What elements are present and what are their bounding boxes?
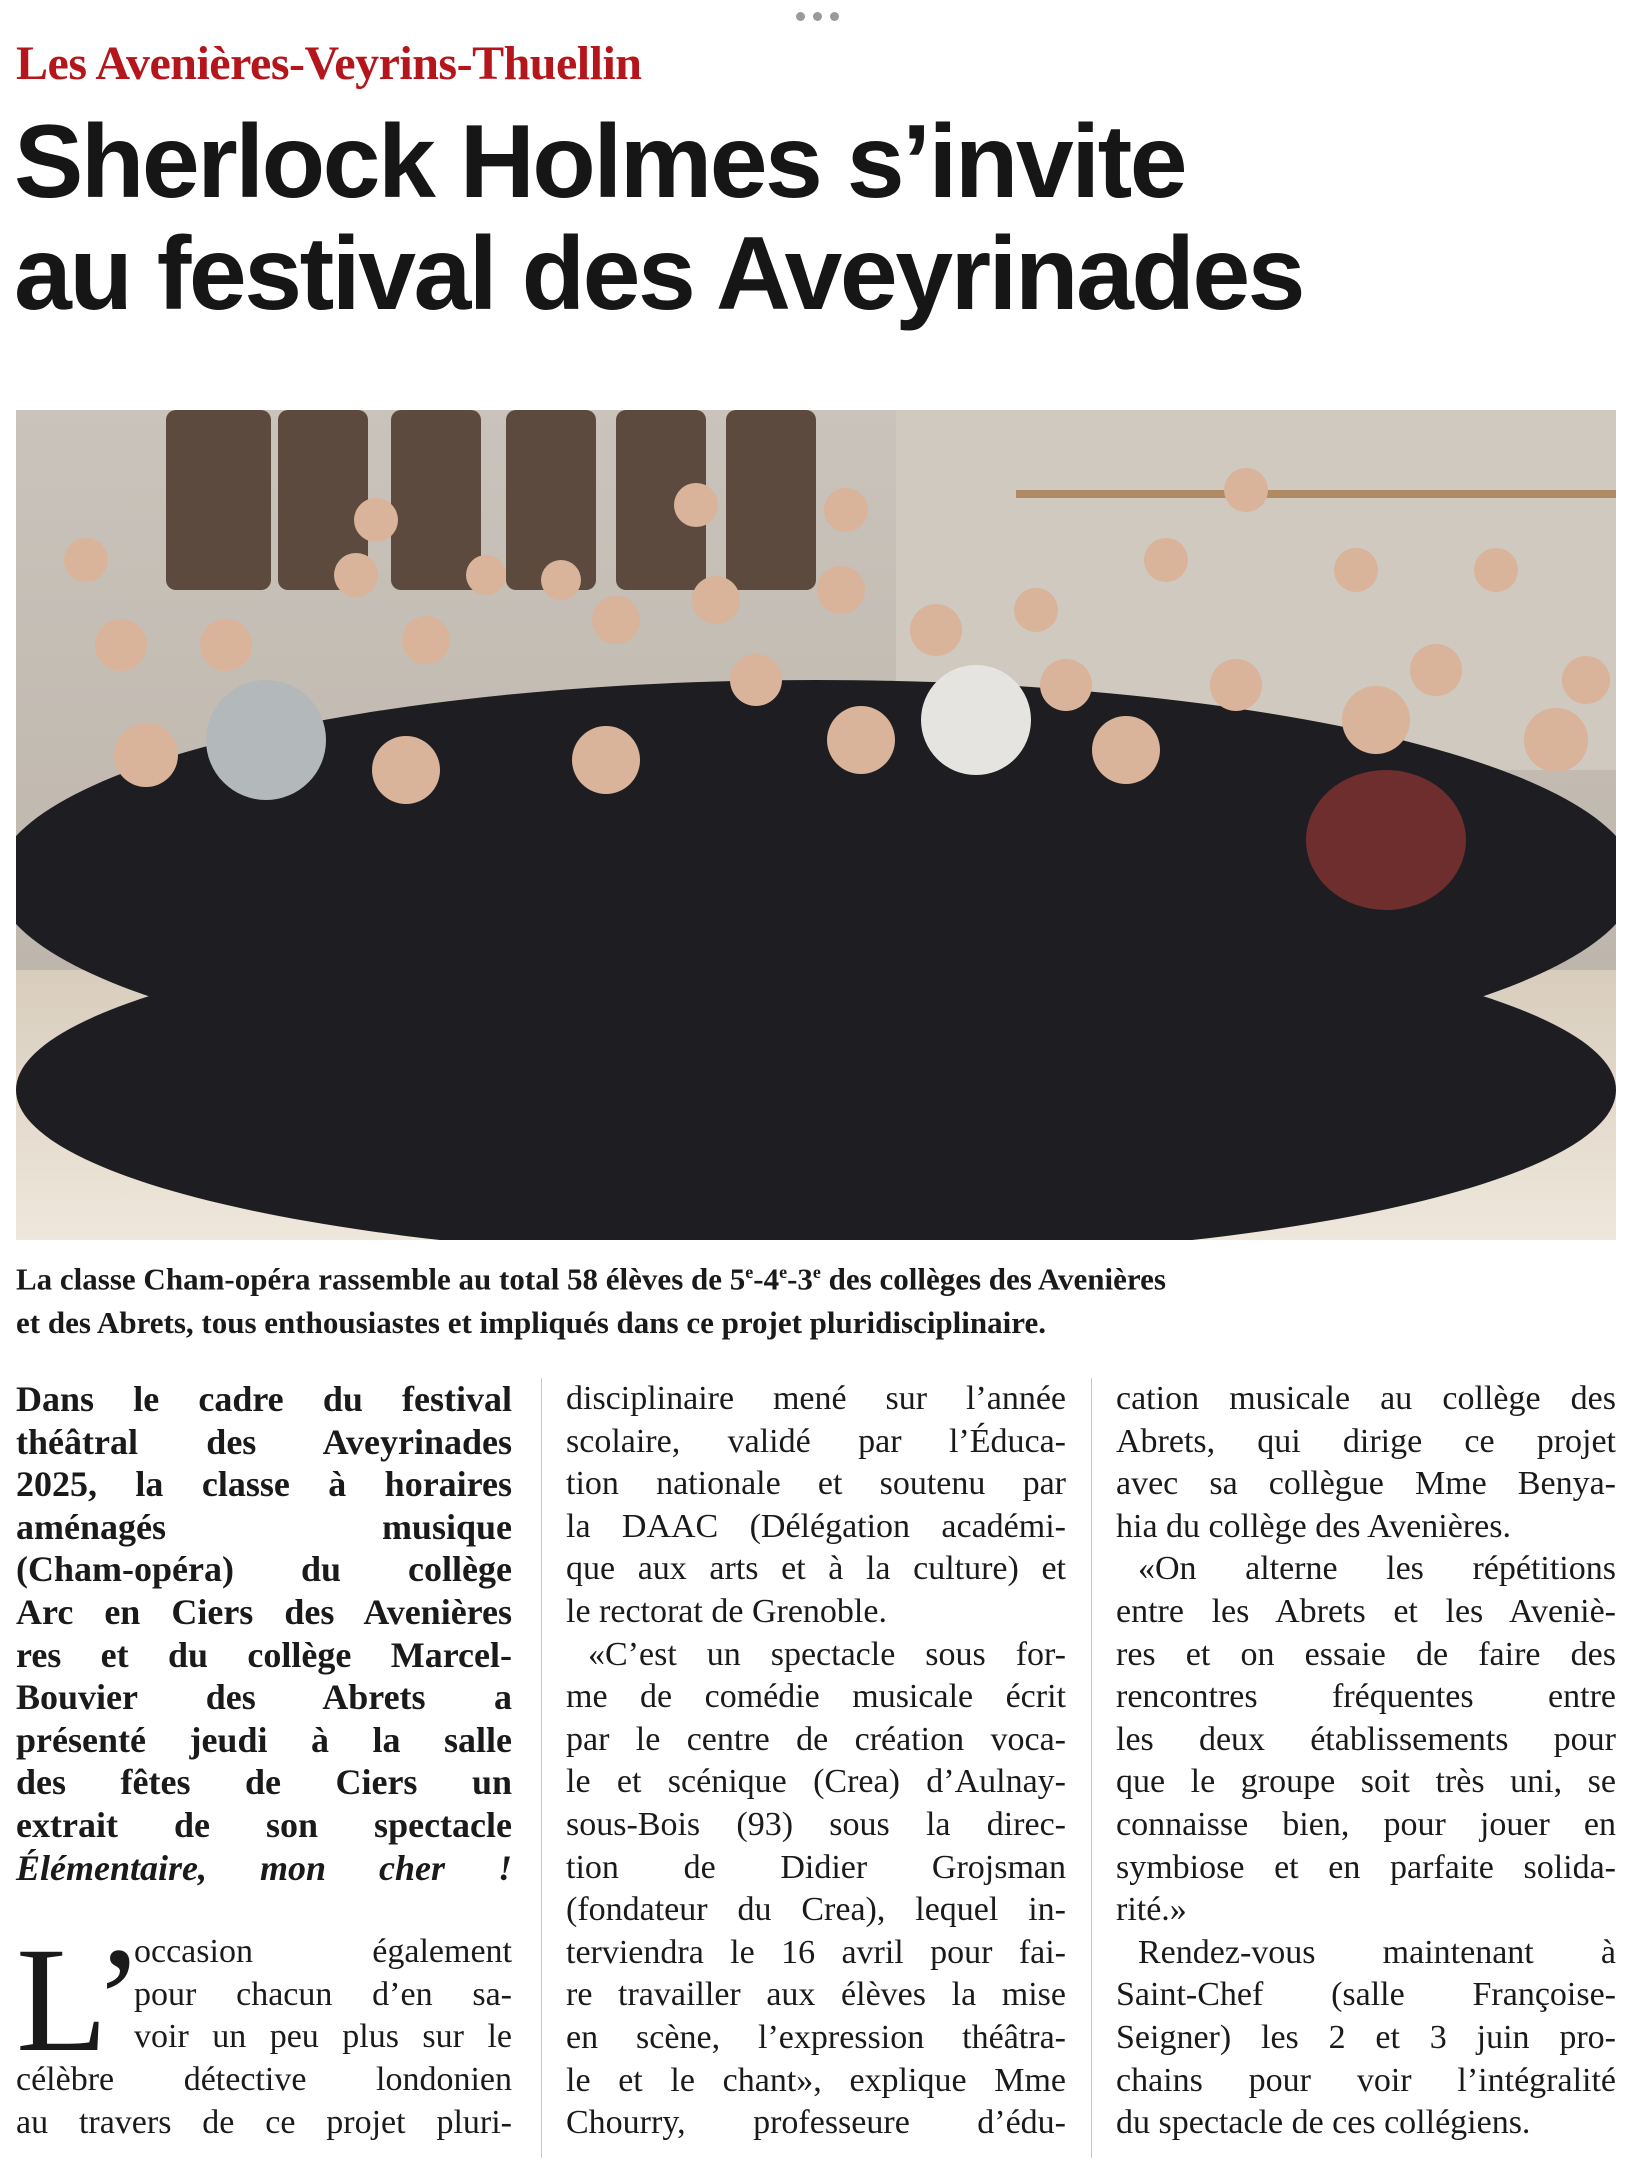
body-line: sous-Bois (93) sous la direc- — [566, 1805, 1066, 1843]
body-line: hia du collège des Avenières. — [1116, 1507, 1511, 1545]
body-line: «On alterne les répétitions — [1138, 1550, 1616, 1588]
body-line: par le centre de création voca- — [566, 1720, 1066, 1758]
lede-line: des fêtes de Ciers un — [16, 1762, 512, 1803]
body-line: re travailler aux élèves la mise — [566, 1976, 1066, 2014]
body-line: scolaire, validé par l’Éduca- — [566, 1422, 1066, 1460]
headline-line-2: au festival des Aveyrinades — [14, 216, 1304, 332]
body-line: en scène, l’expression théâtra- — [566, 2018, 1066, 2056]
body-line: me de comédie musicale écrit — [566, 1678, 1066, 1716]
column-divider — [1091, 1378, 1092, 2158]
body-line: «C’est un spectacle sous for- — [588, 1635, 1066, 1673]
body-line: connaisse bien, pour jouer en — [1116, 1805, 1616, 1843]
body-line: tion de Didier Grojsman — [566, 1848, 1066, 1886]
body-line: au travers de ce projet pluri- — [16, 2103, 512, 2141]
caption-sup-2: e — [779, 1262, 788, 1282]
lede-line: extrait de son spectacle — [16, 1804, 512, 1845]
body-line: Seigner) les 2 et 3 juin pro- — [1116, 2018, 1616, 2056]
photo-caption — [16, 1250, 1626, 1345]
lede-line: 2025, la classe à horaires — [16, 1464, 512, 1505]
lede-line: Dans le cadre du festival — [16, 1379, 512, 1419]
group-photo — [16, 410, 1616, 1240]
lede-line: res et du collège Marcel- — [16, 1634, 512, 1675]
body-line: (fondateur du Crea), lequel in- — [566, 1891, 1066, 1929]
body-line: la DAAC (Délégation académi- — [566, 1507, 1066, 1545]
body-line: Abrets, qui dirige ce projet — [1116, 1422, 1616, 1460]
body-line: avec sa collègue Mme Benya- — [1116, 1465, 1616, 1503]
article-column-2 — [566, 1378, 1066, 2145]
column-divider — [541, 1378, 542, 2158]
more-options-icon[interactable] — [796, 12, 839, 21]
lede-line: présenté jeudi à la salle — [16, 1719, 512, 1760]
article-column-3 — [1116, 1378, 1616, 2145]
body-line: Chourry, professeure d’édu- — [566, 2104, 1066, 2142]
body-line: entre les Abrets et les Aveniè- — [1116, 1592, 1616, 1630]
body-line: que le groupe soit très uni, se — [1116, 1763, 1616, 1801]
lede-line: (Cham-opéra) du collège — [16, 1549, 512, 1590]
body-line: chains pour voir l’intégralité — [1116, 2061, 1616, 2099]
caption-line-1 — [16, 1250, 1626, 1301]
body-line: occasion également — [134, 1933, 512, 1971]
show-title: Élémentaire, mon cher ! — [16, 1847, 512, 1888]
article-lede — [16, 1378, 512, 1889]
body-line: Saint-Chef (salle Françoise- — [1116, 1976, 1616, 2014]
body-line: le et le chant», explique Mme — [566, 2061, 1066, 2099]
body-line: que aux arts et à la culture) et — [566, 1550, 1066, 1588]
body-line: disciplinaire mené sur l’année — [566, 1380, 1066, 1417]
headline-line-1: Sherlock Holmes s’invite — [14, 104, 1186, 220]
caption-sup-3: e — [812, 1262, 821, 1282]
body-line: voir un peu plus sur le — [134, 2018, 512, 2056]
body-line: pour chacun d’en sa- — [134, 1975, 512, 2013]
body-line: le rectorat de Grenoble. — [566, 1592, 887, 1630]
body-line: les deux établissements pour — [1116, 1720, 1616, 1758]
drop-cap: L’ — [16, 1917, 144, 2084]
headline — [14, 106, 1594, 330]
body-start — [16, 1917, 512, 2144]
lede-line: aménagés musique — [16, 1506, 512, 1547]
lede-line: Arc en Ciers des Avenières — [16, 1591, 512, 1632]
lede-line: théâtral des Aveyrinades — [16, 1421, 512, 1462]
body-line: célèbre détective londonien — [16, 2060, 512, 2098]
caption-line-2: et des Abrets, tous enthousiastes et impliqués dans ce projet pluridisciplinaire. — [16, 1305, 1046, 1341]
body-line: Rendez-vous maintenant à — [1138, 1933, 1616, 1971]
body-line: res et on essaie de faire des — [1116, 1635, 1616, 1673]
caption-line-1-end: des collèges des Avenières — [820, 1261, 1166, 1297]
caption-dash-2: -3 — [787, 1261, 813, 1297]
lede-line: Bouvier des Abrets a — [16, 1677, 512, 1718]
body-line: terviendra le 16 avril pour fai- — [566, 1933, 1066, 1971]
body-line: rité.» — [1116, 1891, 1187, 1929]
body-line: du spectacle de ces collégiens. — [1116, 2104, 1531, 2142]
caption-dash-1: -4 — [753, 1261, 780, 1297]
body-line: tion nationale et soutenu par — [566, 1465, 1066, 1503]
body-line: rencontres fréquentes entre — [1116, 1678, 1616, 1716]
caption-line-1-start: La classe Cham-opéra rassemble au total 58 élèves de 5 — [16, 1261, 746, 1297]
section-kicker: Les Avenières-Veyrins-Thuellin — [16, 37, 642, 90]
body-line: le et scénique (Crea) d’Aulnay- — [566, 1763, 1066, 1801]
article-column-1 — [16, 1378, 512, 2144]
caption-sup-1: e — [745, 1262, 754, 1282]
body-line: cation musicale au collège des — [1116, 1380, 1616, 1417]
body-line: symbiose et en parfaite solida- — [1116, 1848, 1616, 1886]
